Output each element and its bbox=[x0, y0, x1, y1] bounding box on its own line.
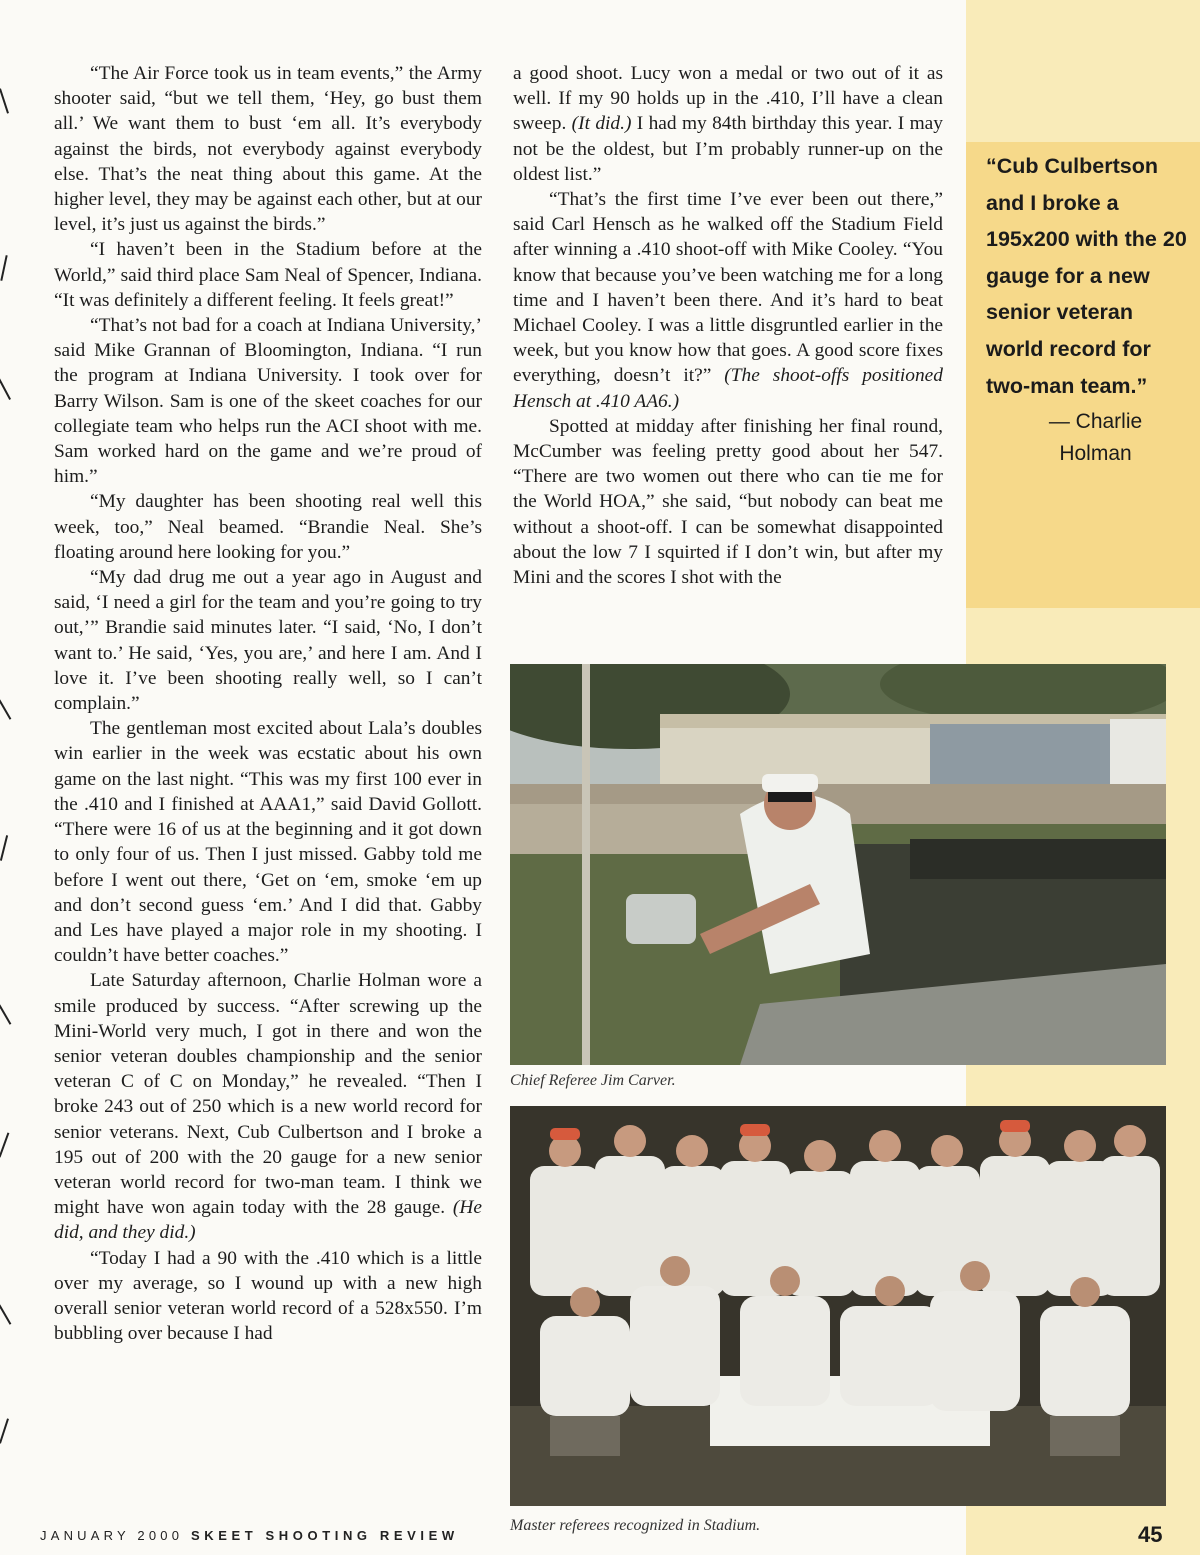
editor-note: (He did, and they did.) bbox=[54, 1197, 482, 1244]
margin-mark bbox=[0, 1418, 9, 1443]
paragraph bbox=[513, 187, 943, 414]
paragraph: Spotted at midday after finishing her final round, McCumber was feeling pretty good about her 547. “There are two women out there who can tie me for the World HOA,” she said, “but nobody can beat me without a shoot-off. I can be somewhat disappointed about the low 7 I squirted if I don’t win, but after my Mini and the scores I shot with the bbox=[513, 415, 943, 589]
photo-chief-referee-image bbox=[510, 664, 1166, 1065]
margin-mark bbox=[0, 88, 9, 113]
photo-master-referees-image bbox=[510, 1106, 1166, 1506]
paragraph-text: Late Saturday afternoon, Charlie Holman wore a smile produced by success. “After screwing up the Mini-World very much, I got in there and won the senior veteran doubles championship and the senior veteran C of C on Monday,” he revealed. “Then I broke 243 out of 250 which is a new world record for senior veterans. Next, Cub Culbertson and I broke a 195 out of 200 with the 20 gauge for a new senior veteran world record for two-man team. I think we might have won again today with the 28 gauge. bbox=[54, 970, 482, 1219]
magazine-name: SKEET SHOOTING REVIEW bbox=[190, 1528, 459, 1543]
attribution-line-2: Holman bbox=[1059, 442, 1132, 466]
pull-quote-text: “Cub Culbertson and I broke a 195x200 with the 20 gauge for a new senior veteran world record for two-man team.” bbox=[986, 154, 1187, 398]
margin-mark bbox=[0, 1301, 11, 1325]
paragraph: “That’s not bad for a coach at Indiana University,’ said Mike Grannan of Bloomington, Indiana. “I run the program at Indiana University. I took over for Barry Wilson. Sam is one of the skeet coaches for our collegiate team who helps run the ACI shoot with me. Sam worked hard on the game and we’re proud of him.” bbox=[54, 315, 482, 488]
margin-mark bbox=[0, 376, 11, 400]
paragraph: The gentleman most excited about Lala’s doubles win earlier in the week was ecstatic about his own game on the last night. “This was my first 100 ever in the .410 and I finished at AAA1,” said David Gollott. “There were 16 of us at the beginning and it got down to only four of us. Then I just missed. Gabby told me before I went out there, ‘Get on ‘em, smoke ‘em up and don’t second guess ‘em.’ And I did that. Gabby and Les have played a major role in my shooting. I couldn’t have better coaches.” bbox=[54, 718, 482, 967]
photo-caption: Master referees recognized in Stadium. bbox=[510, 1517, 761, 1534]
paragraph-text: I had my 84th birthday this year. I may not be the oldest, but I’m probably runner-up on the oldest list.” bbox=[513, 113, 943, 185]
page-number: 45 bbox=[1138, 1522, 1163, 1547]
pull-quote bbox=[986, 148, 1191, 470]
paragraph: “The Air Force took us in team events,” the Army shooter said, “but we tell them, ‘Hey, go bust them all.’ We want them to bust ‘em all. It’s everybody against the birds, not everybody against everybody else. That’s the neat thing about this game. At the higher level, they may be against each other, but at our level, it’s just us against the birds.” bbox=[54, 63, 482, 236]
margin-mark bbox=[0, 696, 11, 720]
photo-master-referees bbox=[510, 1106, 1166, 1506]
paragraph bbox=[513, 61, 943, 187]
paragraph: “I haven’t been in the Stadium before at the World,” said third place Sam Neal of Spencer, Indiana. “It was definitely a different feeling. It feels great!” bbox=[54, 239, 482, 311]
pull-quote-attribution bbox=[986, 406, 1191, 470]
article-column-2 bbox=[513, 61, 943, 590]
margin-mark bbox=[0, 1132, 9, 1157]
photo-caption: Chief Referee Jim Carver. bbox=[510, 1072, 676, 1089]
editor-note: (It did.) bbox=[571, 113, 632, 135]
paragraph: “My daughter has been shooting real well this week, too,” Neal beamed. “Brandie Neal. She’s floating around here looking for you.” bbox=[54, 491, 482, 563]
margin-mark bbox=[0, 835, 8, 861]
editor-note: (The shoot-offs positioned Hensch at .410 AA6.) bbox=[513, 365, 943, 412]
paragraph-text: a good shoot. Lucy won a medal or two out of it as well. If my 90 holds up in the .410, I’ll have a clean sweep. bbox=[513, 63, 943, 135]
page-footer bbox=[40, 1528, 459, 1543]
margin-mark bbox=[0, 255, 7, 281]
photo-chief-referee bbox=[510, 664, 1166, 1065]
margin-mark bbox=[0, 1001, 11, 1025]
paragraph: “My dad drug me out a year ago in August and said, ‘I need a girl for the team and you’re going to try out,’” Brandie said minutes later. “I said, ‘No, I don’t want to.’ He said, ‘Yes, you are,’ and here I am. And I love it. I’ve been shooting really well, so I can’t complain.” bbox=[54, 567, 482, 715]
attribution-line-1: — Charlie bbox=[1048, 410, 1143, 434]
paragraph: “Today I had a 90 with the .410 which is a little over my average, so I wound up with a new high overall senior veteran world record of a 528x550. I’m bubbling over because I had bbox=[54, 1247, 482, 1345]
paragraph bbox=[54, 968, 482, 1245]
paragraph-text: “That’s the first time I’ve ever been out there,” said Carl Hensch as he walked off the Stadium Field after winning a .410 shoot-off with Mike Cooley. “You know that because you’ve been watching me for a long time and I haven’t been there. And it’s hard to beat Michael Cooley. I was a little disgruntled earlier in the week, but you know how that goes. A good score fixes everything, doesn’t it?” bbox=[513, 189, 943, 387]
issue-date: JANUARY 2000 bbox=[40, 1528, 184, 1543]
article-column-1 bbox=[54, 61, 482, 1346]
